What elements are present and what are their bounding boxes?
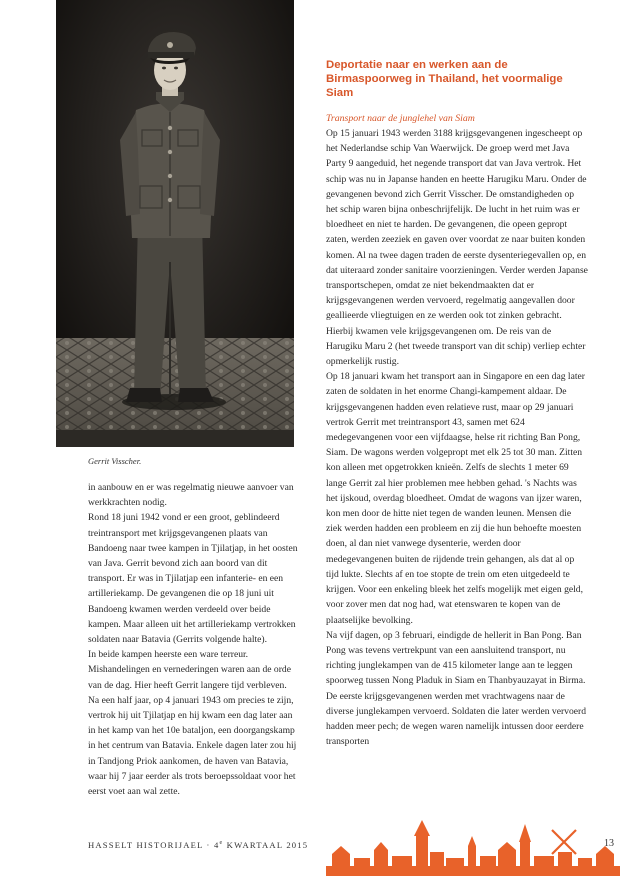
right-paragraph-1: Op 15 januari 1943 werden 3188 krijgsgevangenen ingescheept op het Nederlandse schip Van Waerwijck. De groep werd met Java Party 9 aangeduid, het negende transport dat van Java vertrok. Het schip was nu in Japanse handen en heette Harugiku Maru. Onder de gevangenen bevond zich Gerrit Visscher. De omstandigheden op het schip waren bijna onbeschrijfelijk. De lucht in het ruim was er bloedheet en niet te harden. De gevangenen, die opeen gepropt zaten, werden zeeziek en gaven over voordat ze naar buiten konden komen. Al na twee dagen traden de eerste dysenteriegevallen op, en dat uiteraard zonder sanitaire voorzieningen. Verder werden Japanse transportschepen, omdat ze niet bekendmaakten dat er krijgsgevangenen werden vervoerd, regelmatig aangevallen door geallieerde vliegtuigen en ze werden ook tot zinken gebracht. Hierbij kwamen vele krijgsgevangenen om. De reis van de Harugiku Maru 2 (het tweede transport van dit schip) verliep echter opmerkelijk rustig.	[326, 128, 588, 368]
town-skyline-graphic	[326, 806, 620, 876]
left-text-column	[88, 480, 300, 799]
right-text-column	[326, 58, 588, 749]
footer-superscript: e	[219, 840, 224, 847]
right-paragraph-2: Op 18 januari kwam het transport aan in Singapore en een dag later zaten de soldaten in het enorme Changi-kampement aldaar. De krijgsgevangenen hadden even relatieve rust, maar op 29 januari vertrok Gerrit met treintransport 43, samen met 624 medegevangenen voor een vijfdaagse, helse rit richting Ban Pong, Siam. De wagons werden volgepropt met elk 25 tot 30 man. Zitten kon alleen met opgetrokken knieën. Zelfs de slechts 1 meter 69 lange Gerrit zal hier problemen mee hebben gehad. 's Nachts was het ijskoud, overdag bloedheet. Omdat de wagons van ijzer waren, kon men door de hitte niet tegen de wanden leunen. Mensen die ziek werden hadden een probleem en zij die hun behoefte moesten doen, al dan niet vanwege dysenterie, werden door medegevangenen buiten de rijdende trein gehangen, als dat al op tijd lukte. Slechts af en toe stopte de trein om eten uitgedeeld te krijgen. Voor een enkeling bleek het zelfs mogelijk met eigen geld, voor zover men dat nog had, wat etenswaren te kopen van de plaatselijke bevolking.	[326, 371, 585, 626]
section-subheading: Transport naar de junglehel van Siam	[326, 113, 475, 124]
page-number: 13	[604, 838, 614, 849]
right-paragraph-4: De eerste krijgsgevangenen werden met vrachtwagens naar de diverse junglekampen vervoerd. Soldaten die later werden vervoerd hadden meer pech; de wegen waren namelijk intussen door eerdere transporten	[326, 690, 586, 748]
footer-issue: KWARTAAL 2015	[223, 840, 309, 850]
photo-caption: Gerrit Visscher.	[88, 456, 142, 466]
portrait-illustration	[56, 0, 294, 447]
left-paragraph-1: in aanbouw en er was regelmatig nieuwe aanvoer van werkkrachten nodig.	[88, 482, 294, 509]
left-paragraph-3: In beide kampen heerste een ware terreur. Mishandelingen en vernederingen waren aan de orde van de dag. Hier heeft Gerrit langere tijd verbleven. Na een half jaar, op 4 januari 1943 om precies te zijn, vertrok hij uit Tjilatjap en hij kwam een dag later aan in het kamp van het 10e bataljon, een doorgangskamp in het centrum van Batavia. Enkele dagen later zou hij in Tandjong Priok aankomen, de haven van Batavia, waar hij 7 jaar eerder als trots beroepssoldaat voor het eerst voet aan wal zette.	[88, 649, 297, 798]
left-paragraph-2: Rond 18 juni 1942 vond er een groot, geblindeerd treintransport met krijgsgevangenen plaats van Bandoeng naar twee kampen in Tjilatjap, in het oosten van Java. Gerrit bevond zich aan boord van dit transport. Er was in Tjilatjap een infanterie- en een artilleriekamp. De gevangenen die op 18 juni uit Bandoeng kwamen werden verdeeld over beide kampen. Maar alleen uit het artilleriekamp vertrokken soldaten naar Batavia (Gerrits volgende halte).	[88, 512, 298, 646]
soldier-portrait-photo	[56, 0, 294, 447]
footer-magazine-name: HASSELT HISTORIJAEL · 4	[88, 840, 220, 850]
footer-magazine-title	[88, 840, 308, 850]
right-paragraph-3: Na vijf dagen, op 3 februari, eindigde de hellerit in Ban Pong. Ban Pong was tevens vertrekpunt van een aansluitend transport, nu richting junglekampen van de 415 kilometer lange aan te leggen spoorweg tussen Nong Pladuk in Siam en Thanbyauzayat in Birma.	[326, 629, 586, 687]
section-heading: Deportatie naar en werken aan de Birmaspoorweg in Thailand, het voormalige Siam	[326, 59, 563, 99]
